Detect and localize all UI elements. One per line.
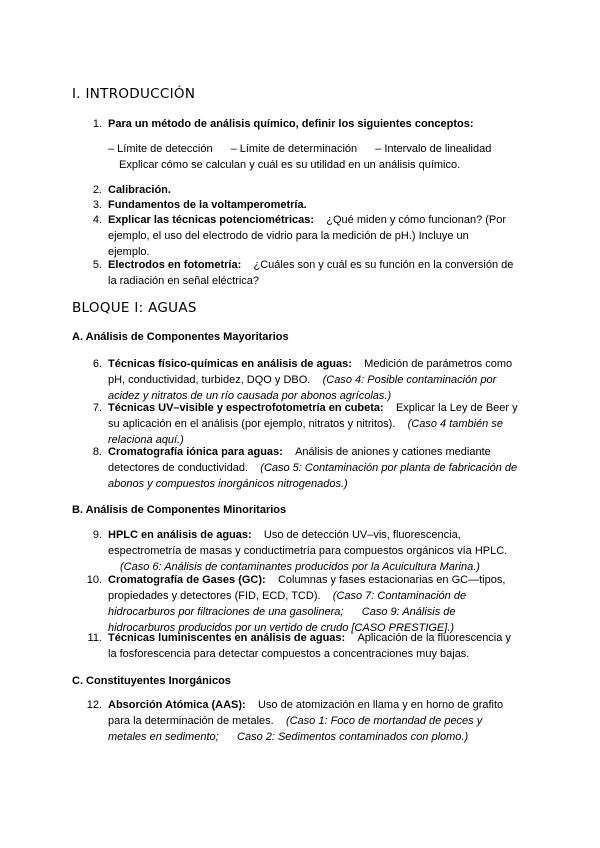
case-reference: acidez y nitratos de un río causada por abonos agrícolas.): [108, 390, 392, 402]
item-text: Columnas y fases estacionarias en GC—tipos,: [277, 574, 506, 586]
item-number: 7.: [92, 402, 102, 414]
list-item-10: [86, 572, 520, 636]
item-number: 11.: [87, 632, 102, 644]
case-reference: metales en sedimento; Caso 2: Sedimentos contaminados con plomo.): [108, 731, 469, 743]
item-text: espectrometría de masas y conductimetría para compuestos orgánicos vía HPLC.: [108, 545, 508, 557]
section-title-introduccion: I. INTRODUCCIÓN: [72, 86, 196, 102]
item-heading: Calibración.: [108, 184, 171, 196]
case-reference: (Caso 6: Análisis de contaminantes producidos por la Acuicultura Marina.): [120, 561, 480, 573]
list-item-1: [92, 116, 520, 132]
subsection-title-mayoritarios: A. Análisis de Componentes Mayoritarios: [72, 331, 289, 343]
item-text: pH, conductividad, turbidez, DQO y DBO.: [108, 374, 311, 386]
list-item-7: [92, 400, 520, 448]
item-heading: HPLC en análisis de aguas:: [108, 529, 252, 541]
list-item-9: [92, 527, 520, 575]
case-reference: abonos y compuestos inorgánicos nitrogenados.): [108, 478, 348, 490]
case-reference: (Caso 7: Contaminación de: [332, 590, 467, 602]
item-number: 9.: [92, 529, 102, 541]
item-text: la fosforescencia para detectar compuestos a concentraciones muy bajas.: [108, 648, 470, 660]
case-reference: hidrocarburos producidos por un vertido de crudo [CASO PRESTIGE].): [108, 622, 455, 634]
item-text: detectores de conductividad.: [108, 462, 249, 474]
list-item-5: [92, 257, 520, 289]
item-heading: Explicar las técnicas potenciométricas:: [108, 214, 315, 226]
case-reference: relaciona aquí.): [108, 434, 184, 446]
case-reference: (Caso 4 también se: [407, 418, 503, 430]
case-reference: (Caso 5: Contaminación por planta de fabricación de: [260, 462, 518, 474]
case-reference: (Caso 4: Posible contaminación por: [322, 374, 497, 386]
item-heading: Electrodos en fotometría:: [108, 259, 242, 271]
concepts-line: [108, 141, 520, 157]
item-heading: Técnicas físico-químicas en análisis de aguas:: [108, 358, 352, 370]
item-number: 2.: [92, 184, 102, 196]
item-heading: Cromatografía de Gases (GC):: [108, 574, 266, 586]
concept-limite-determinacion: – Límite de determinación: [230, 143, 358, 155]
concept-limite-deteccion: – Límite de detección: [108, 143, 213, 155]
list-item-4: [92, 212, 520, 260]
item-text: Explicar la Ley de Beer y: [395, 402, 518, 414]
item-heading: Fundamentos de la voltamperometría.: [108, 199, 307, 211]
item-heading: Cromatografía iónica para aguas:: [108, 446, 283, 458]
list-item-6: [92, 356, 520, 404]
item-number: 3.: [92, 199, 102, 211]
item-number: 6.: [92, 358, 102, 370]
item-heading: Técnicas UV–visible y espectrofotometría en cubeta:: [108, 402, 384, 414]
item-text: Análisis de aniones y cationes mediante: [295, 446, 491, 458]
item-number: 10.: [86, 574, 102, 586]
item-text: su aplicación en el análisis (por ejemplo, nitratos y nitritos).: [108, 418, 396, 430]
item-text: la radiación en señal eléctrica?: [108, 275, 260, 287]
item-heading: Absorción Atómica (AAS):: [108, 699, 246, 711]
item-text: Medición de parámetros como: [364, 358, 513, 370]
item-number: 8.: [92, 446, 102, 458]
case-reference: hidrocarburos por filtraciones de una gasolinera; Caso 9: Análisis de: [108, 606, 456, 618]
concepts-explanation: Explicar cómo se calculan y cuál es su utilidad en un análisis químico.: [119, 159, 461, 171]
list-item-3: [92, 197, 520, 213]
list-item-11: [87, 630, 520, 662]
item-text: ejemplo, el uso del electrodo de vidrio para la medición de pH.) Incluye un: [108, 230, 469, 242]
concept-intervalo-linealidad: – Intervalo de linealidad: [375, 143, 492, 155]
item-text: Aplicación de la fluorescencia y: [357, 632, 511, 644]
item-text: para la determinación de metales.: [108, 715, 274, 727]
item-number: 5.: [92, 259, 102, 271]
section-title-bloque-aguas: BLOQUE I: AGUAS: [72, 300, 197, 316]
item-number: 4.: [92, 214, 102, 226]
list-item-8: [92, 444, 520, 492]
subsection-title-minoritarios: B. Análisis de Componentes Minoritarios: [72, 504, 287, 516]
item-number: 1.: [92, 118, 102, 130]
item-text: ¿Qué miden y cómo funcionan? (Por: [326, 214, 507, 226]
item-text: ejemplo.: [108, 246, 150, 258]
list-item-12: [86, 697, 520, 745]
item-text: Uso de atomización en llama y en horno de grafito: [257, 699, 504, 711]
item-text: ¿Cuáles son y cuál es su función en la conversión de: [253, 259, 514, 271]
item-heading: Técnicas luminiscentes en análisis de aguas:: [108, 632, 346, 644]
item-text: Uso de detección UV–vis, fluorescencia,: [263, 529, 461, 541]
case-reference: (Caso 1: Foco de mortandad de peces y: [285, 715, 483, 727]
item-text: propiedades y detectores (FID, ECD, TCD).: [108, 590, 321, 602]
item-number: 12.: [86, 699, 102, 711]
subsection-title-inorganicos: C. Constituyentes Inorgánicos: [72, 675, 231, 687]
list-item-2: [92, 182, 520, 198]
item-heading: Para un método de análisis químico, definir los siguientes conceptos:: [108, 118, 474, 130]
